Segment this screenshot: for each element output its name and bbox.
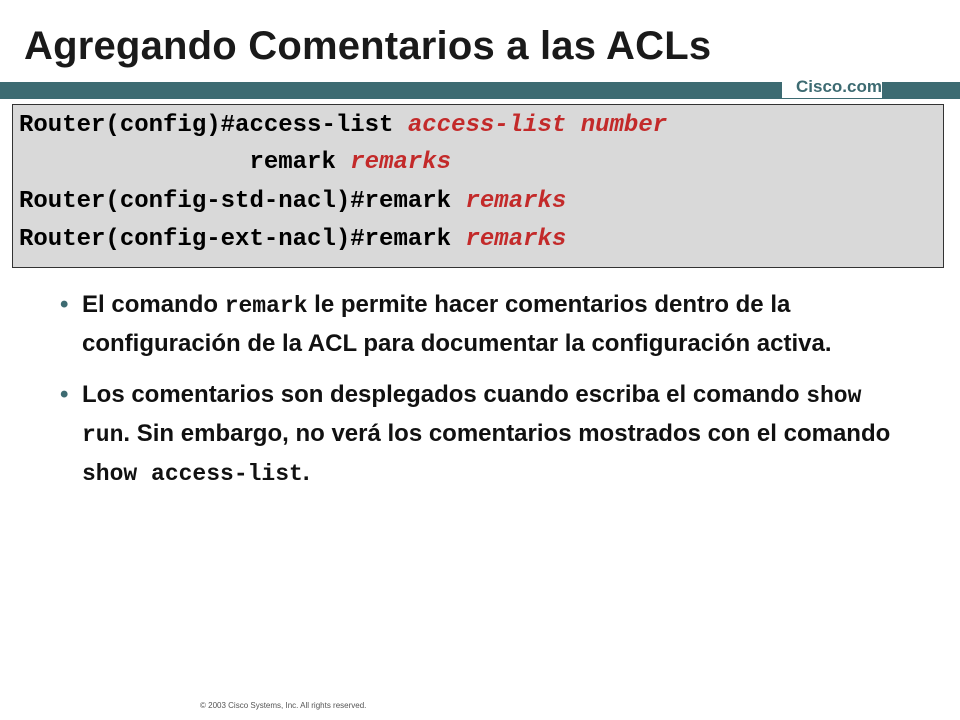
bullet-2-code-show-run: show run <box>82 383 862 448</box>
code-line-2-argument: remarks <box>350 149 452 176</box>
bullet-2-text-start: Los comentarios son desplegados cuando escriba el comando <box>82 381 807 408</box>
bullet-2-code-show-access-list: show access-list <box>82 461 303 487</box>
slide-title: Agregando Comentarios a las ACLs <box>24 24 712 68</box>
cisco-brand-logo: Cisco.com <box>782 76 882 98</box>
code-line-4-command: Router(config-ext-nacl)#remark <box>19 226 466 253</box>
bullet-1-code: remark <box>224 293 308 319</box>
bullet-dot-icon: • <box>60 291 69 318</box>
code-line-1-command: Router(config)#access-list <box>19 112 408 139</box>
code-line-3-command: Router(config-std-nacl)#remark <box>19 188 466 215</box>
bullet-item-remark <box>60 286 900 362</box>
bullet-1-text-start: El comando <box>82 291 225 318</box>
bullet-list <box>60 286 900 507</box>
code-line-1 <box>19 111 667 141</box>
code-line-1-argument: access-list number <box>407 112 668 139</box>
copyright-footer: © 2003 Cisco Systems, Inc. All rights reserved. <box>200 701 367 710</box>
bullet-item-show-run <box>60 376 900 493</box>
bullet-2-text-middle: . Sin embargo, no verá los comentarios mostrados con el comando <box>123 420 891 447</box>
code-line-2-command: remark <box>249 149 351 176</box>
code-line-2 <box>19 148 451 178</box>
bullet-2-text-end: . <box>302 459 310 486</box>
code-line-3-argument: remarks <box>465 188 567 215</box>
code-line-2-indent <box>19 149 249 176</box>
bullet-1-text-end: le permite hacer comentarios dentro de la configuración de la ACL para documentar la configuración activa. <box>82 291 832 357</box>
bullet-dot-icon: • <box>60 381 69 408</box>
code-line-4-argument: remarks <box>465 226 567 253</box>
code-line-4 <box>19 225 566 255</box>
code-line-3 <box>19 187 566 217</box>
command-syntax-box <box>12 104 944 268</box>
